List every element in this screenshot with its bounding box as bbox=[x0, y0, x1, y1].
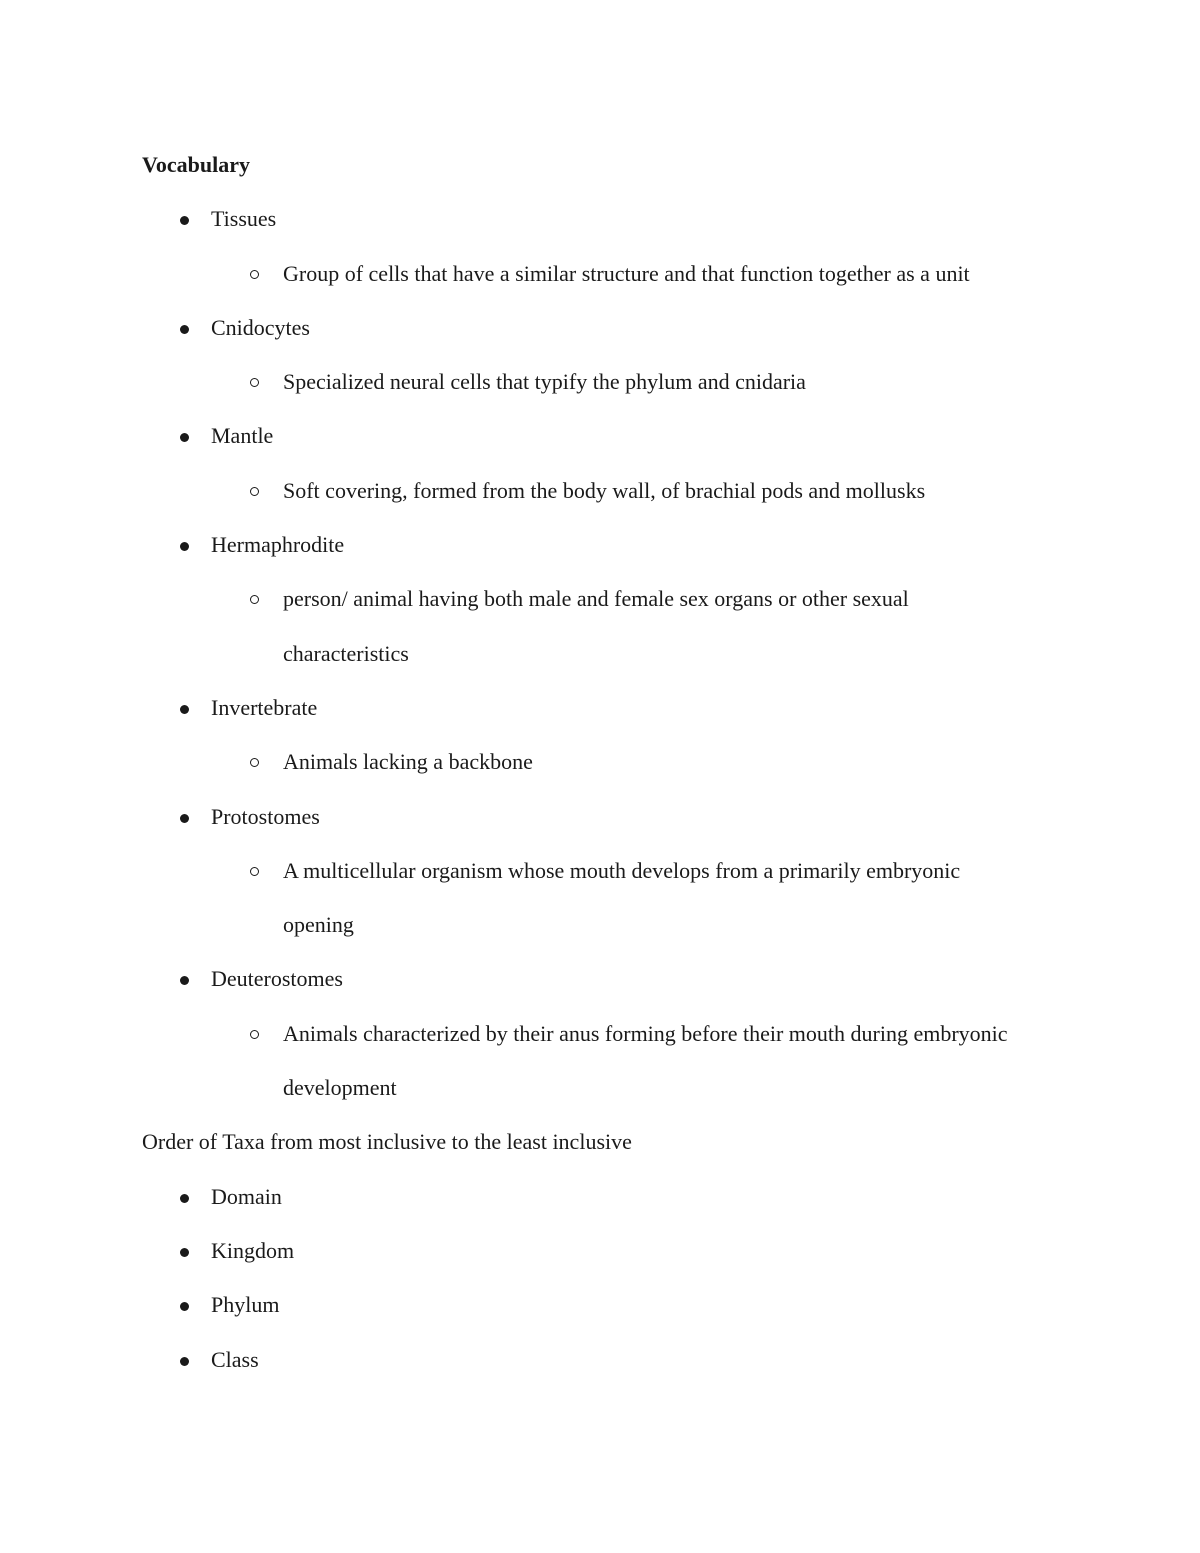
definition-item: Animals characterized by their anus forming before their mouth during embryonic bbox=[142, 1007, 1102, 1061]
term-item: Hermaphrodite bbox=[142, 518, 1102, 572]
definition-continuation: development bbox=[283, 1075, 397, 1101]
term-item: Tissues bbox=[142, 192, 1102, 246]
vocabulary-heading: Vocabulary bbox=[142, 152, 250, 177]
term-item: Deuterostomes bbox=[142, 952, 1102, 1006]
taxa-item: Kingdom bbox=[142, 1224, 1102, 1278]
term-item: Protostomes bbox=[142, 790, 1102, 844]
definition-item: A multicellular organism whose mouth develops from a primarily embryonic bbox=[142, 844, 1102, 898]
taxa-item: Domain bbox=[142, 1170, 1102, 1224]
definition-continuation: opening bbox=[283, 912, 354, 938]
document-body bbox=[142, 138, 1102, 1387]
taxa-item: Class bbox=[142, 1333, 1102, 1387]
definition-item: Group of cells that have a similar structure and that function together as a unit bbox=[142, 247, 1102, 301]
definition-item: person/ animal having both male and female sex organs or other sexual bbox=[142, 572, 1102, 626]
taxa-item: Phylum bbox=[142, 1278, 1102, 1332]
taxa-heading: Order of Taxa from most inclusive to the least inclusive bbox=[142, 1129, 632, 1155]
definition-item: Soft covering, formed from the body wall, of brachial pods and mollusks bbox=[142, 464, 1102, 518]
definition-item: Animals lacking a backbone bbox=[142, 735, 1102, 789]
definition-item: Specialized neural cells that typify the phylum and cnidaria bbox=[142, 355, 1102, 409]
term-item: Cnidocytes bbox=[142, 301, 1102, 355]
term-item: Invertebrate bbox=[142, 681, 1102, 735]
definition-continuation: characteristics bbox=[283, 640, 409, 666]
term-item: Mantle bbox=[142, 409, 1102, 463]
